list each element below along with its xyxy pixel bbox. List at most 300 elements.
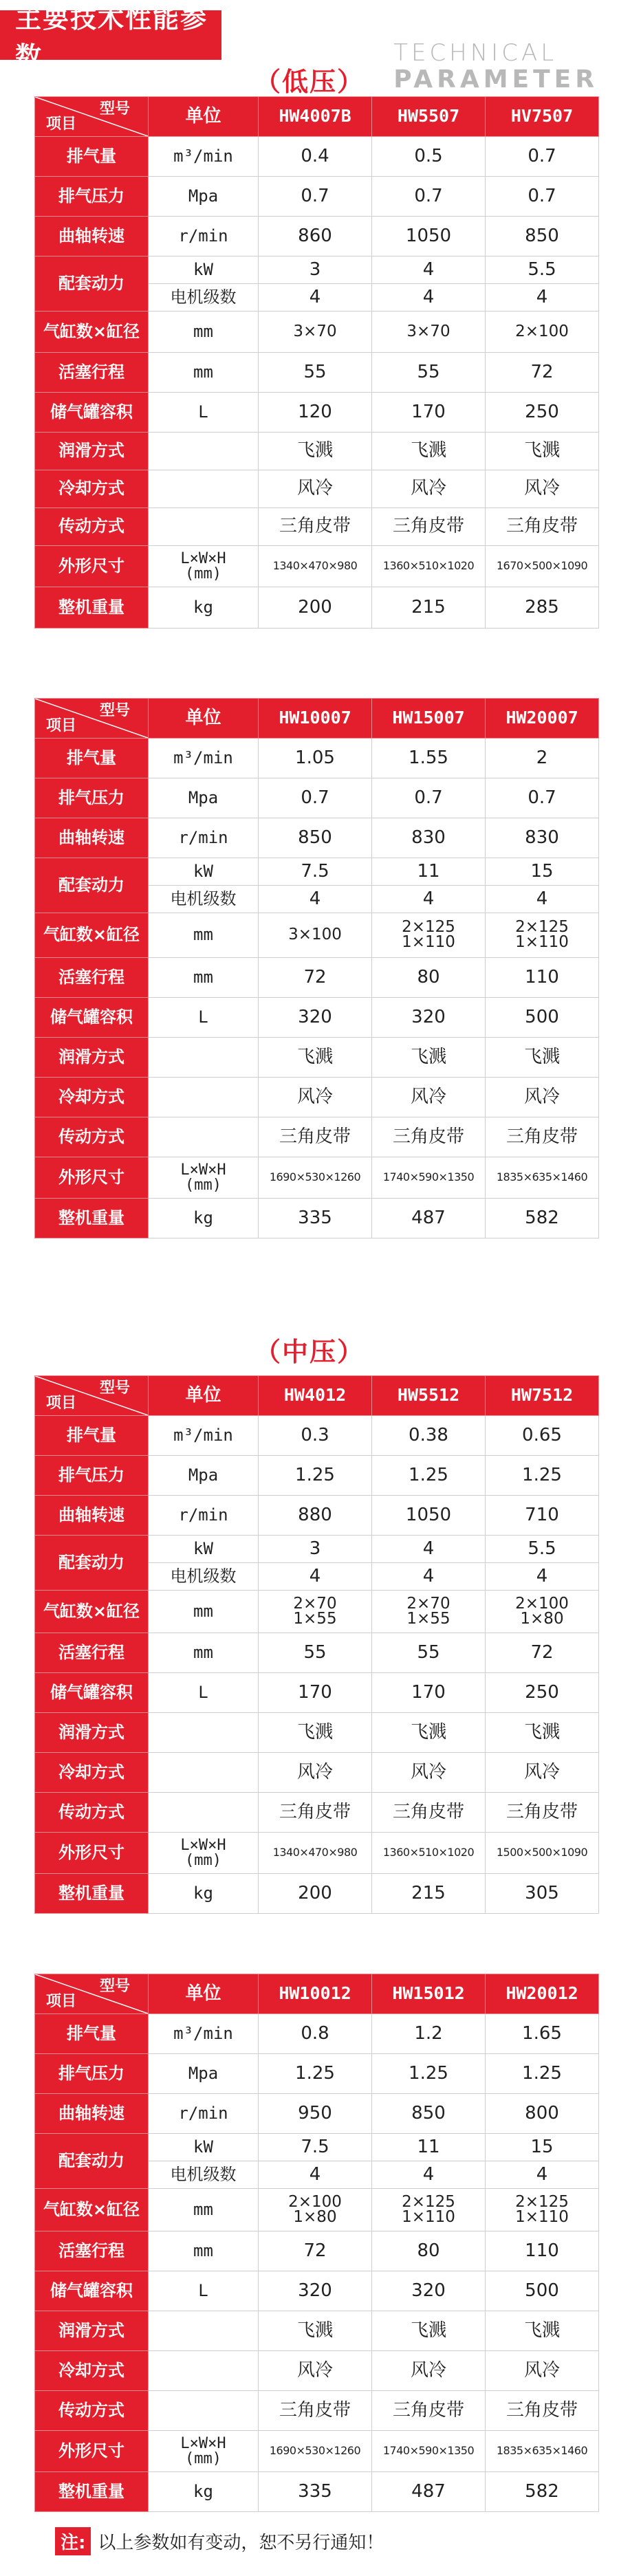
value-pressure: 0.7 (372, 177, 486, 217)
unit-speed: r/min (149, 1496, 259, 1536)
model-name: HW4007B (259, 97, 372, 137)
spec-row-cooling (35, 1078, 599, 1117)
value-bore: 2×100 1×80 (486, 1591, 599, 1633)
value-displacement: 0.4 (259, 137, 372, 177)
value-tank: 170 (372, 1673, 486, 1713)
spec-row-weight (35, 1199, 599, 1238)
value-weight: 215 (372, 1874, 486, 1914)
row-label-speed: 曲轴转速 (35, 818, 149, 858)
spec-row-tank (35, 393, 599, 433)
value-poles: 4 (372, 1563, 486, 1591)
row-label-displacement: 排气量 (35, 1416, 149, 1456)
value-pressure: 0.7 (486, 778, 599, 818)
row-label-speed: 曲轴转速 (35, 217, 149, 256)
spec-row-bore (35, 312, 599, 353)
value-lube: 飞溅 (259, 433, 372, 470)
value-speed: 800 (486, 2094, 599, 2134)
value-pressure: 0.7 (259, 778, 372, 818)
value-stroke: 110 (486, 958, 599, 998)
spec-row-speed (35, 818, 599, 858)
row-label-drive: 传动方式 (35, 1793, 149, 1833)
value-cooling: 风冷 (486, 470, 599, 508)
spec-row-weight (35, 587, 599, 629)
value-cooling: 风冷 (259, 470, 372, 508)
value-poles: 4 (259, 2161, 372, 2189)
spec-row-stroke (35, 1633, 599, 1673)
spec-row-drive (35, 1117, 599, 1157)
spec-row-lube (35, 1713, 599, 1753)
spec-row-drive (35, 2391, 599, 2431)
unit-displacement: m³/min (149, 1416, 259, 1456)
unit-weight: kg (149, 1199, 259, 1238)
row-label-weight: 整机重量 (35, 1874, 149, 1914)
value-drive: 三角皮带 (372, 1793, 486, 1833)
footnote-text: 以上参数如有变动，恕不另行通知！ (98, 2533, 384, 2553)
spec-row-speed (35, 217, 599, 256)
spec-row-displacement (35, 1416, 599, 1456)
value-weight: 305 (486, 1874, 599, 1914)
value-size: 1360×510×1020 (372, 1833, 486, 1874)
row-label-tank: 储气罐容积 (35, 1673, 149, 1713)
spec-row-size (35, 2431, 599, 2472)
row-label-pressure: 排气压力 (35, 778, 149, 818)
value-weight: 200 (259, 1874, 372, 1914)
row-label-tank: 储气罐容积 (35, 393, 149, 433)
value-stroke: 72 (486, 1633, 599, 1673)
value-power: 4 (372, 256, 486, 284)
spec-row-power (35, 1536, 599, 1563)
unit-header: 单位 (149, 1376, 259, 1416)
value-pressure: 1.25 (486, 1456, 599, 1496)
row-label-drive: 传动方式 (35, 1117, 149, 1157)
spec-row-bore (35, 2189, 599, 2231)
corner-model-label: 型号 (99, 702, 130, 719)
unit-power: kW (149, 858, 259, 886)
value-lube: 飞溅 (486, 1038, 599, 1078)
spec-row-pressure (35, 1456, 599, 1496)
row-label-bore: 气缸数×缸径 (35, 1591, 149, 1633)
value-weight: 285 (486, 587, 599, 629)
value-tank: 320 (259, 2271, 372, 2311)
value-tank: 170 (259, 1673, 372, 1713)
unit-displacement: m³/min (149, 137, 259, 177)
value-speed: 830 (372, 818, 486, 858)
unit-cooling (149, 2351, 259, 2391)
spec-row-tank (35, 998, 599, 1038)
english-title-line2: PARAMETER (393, 65, 598, 94)
value-cooling: 风冷 (372, 1753, 486, 1793)
spec-row-cooling (35, 1753, 599, 1793)
unit-header: 单位 (149, 699, 259, 739)
value-displacement: 1.55 (372, 739, 486, 778)
corner-model-label: 型号 (99, 1379, 130, 1397)
unit-stroke: mm (149, 353, 259, 393)
value-poles: 4 (259, 886, 372, 913)
row-label-bore: 气缸数×缸径 (35, 2189, 149, 2231)
unit-bore: mm (149, 2189, 259, 2231)
value-size: 1835×635×1460 (486, 2431, 599, 2472)
row-label-size: 外形尺寸 (35, 1157, 149, 1199)
row-label-pressure: 排气压力 (35, 2054, 149, 2094)
table-header-row (35, 1376, 599, 1416)
spec-row-tank (35, 1673, 599, 1713)
value-pressure: 0.7 (486, 177, 599, 217)
unit-displacement: m³/min (149, 739, 259, 778)
row-label-displacement: 排气量 (35, 739, 149, 778)
value-displacement: 2 (486, 739, 599, 778)
value-pressure: 0.7 (372, 778, 486, 818)
corner-model-label: 型号 (99, 1978, 130, 1995)
corner-cell (35, 699, 149, 739)
value-pressure: 1.25 (259, 2054, 372, 2094)
value-power: 5.5 (486, 256, 599, 284)
footnote-tag: 注: (55, 2527, 91, 2555)
spec-row-drive (35, 1793, 599, 1833)
spec-table-low-2 (34, 698, 599, 1238)
row-label-cooling: 冷却方式 (35, 470, 149, 508)
value-drive: 三角皮带 (259, 1117, 372, 1157)
spec-row-pressure (35, 2054, 599, 2094)
value-stroke: 72 (259, 2231, 372, 2271)
value-speed: 710 (486, 1496, 599, 1536)
unit-tank: L (149, 2271, 259, 2311)
row-label-lube: 润滑方式 (35, 2311, 149, 2351)
value-weight: 335 (259, 1199, 372, 1238)
value-pressure: 1.25 (486, 2054, 599, 2094)
value-cooling: 风冷 (372, 1078, 486, 1117)
value-bore: 2×100 (486, 312, 599, 353)
value-displacement: 0.38 (372, 1416, 486, 1456)
value-bore: 2×125 1×110 (372, 913, 486, 958)
value-cooling: 风冷 (259, 1753, 372, 1793)
value-speed: 850 (486, 217, 599, 256)
value-weight: 215 (372, 587, 486, 629)
model-name: HW15012 (372, 1974, 486, 2014)
spec-row-displacement (35, 2014, 599, 2054)
unit-size: L×W×H (mm) (149, 546, 259, 587)
unit-displacement: m³/min (149, 2014, 259, 2054)
value-lube: 飞溅 (259, 1038, 372, 1078)
value-drive: 三角皮带 (372, 2391, 486, 2431)
row-label-displacement: 排气量 (35, 137, 149, 177)
value-weight: 487 (372, 1199, 486, 1238)
value-speed: 830 (486, 818, 599, 858)
value-cooling: 风冷 (372, 2351, 486, 2391)
row-label-size: 外形尺寸 (35, 2431, 149, 2472)
unit-poles: 电机级数 (149, 886, 259, 913)
value-cooling: 风冷 (372, 470, 486, 508)
value-drive: 三角皮带 (486, 1793, 599, 1833)
row-label-speed: 曲轴转速 (35, 2094, 149, 2134)
value-speed: 1050 (372, 217, 486, 256)
value-size: 1670×500×1090 (486, 546, 599, 587)
value-lube: 飞溅 (259, 1713, 372, 1753)
section-title-low-pressure: （低压） (254, 67, 365, 97)
spec-row-speed (35, 2094, 599, 2134)
row-label-stroke: 活塞行程 (35, 353, 149, 393)
value-bore: 2×100 1×80 (259, 2189, 372, 2231)
value-weight: 582 (486, 2472, 599, 2512)
value-power: 11 (372, 858, 486, 886)
model-name: HV7507 (486, 97, 599, 137)
row-label-speed: 曲轴转速 (35, 1496, 149, 1536)
value-power: 3 (259, 1536, 372, 1563)
unit-drive (149, 1117, 259, 1157)
spec-row-power (35, 858, 599, 886)
spec-row-power (35, 256, 599, 284)
unit-size: L×W×H (mm) (149, 2431, 259, 2472)
value-poles: 4 (486, 2161, 599, 2189)
unit-weight: kg (149, 587, 259, 629)
model-name: HW10007 (259, 699, 372, 739)
value-size: 1500×500×1090 (486, 1833, 599, 1874)
value-lube: 飞溅 (486, 1713, 599, 1753)
corner-item-label: 项目 (46, 115, 77, 133)
value-drive: 三角皮带 (486, 508, 599, 546)
model-name: HW5507 (372, 97, 486, 137)
value-stroke: 80 (372, 2231, 486, 2271)
spec-row-cooling (35, 470, 599, 508)
spec-row-lube (35, 2311, 599, 2351)
corner-model-label: 型号 (99, 100, 130, 118)
value-speed: 850 (372, 2094, 486, 2134)
value-poles: 4 (372, 2161, 486, 2189)
value-stroke: 55 (372, 1633, 486, 1673)
unit-header: 单位 (149, 97, 259, 137)
value-tank: 320 (372, 998, 486, 1038)
value-drive: 三角皮带 (259, 508, 372, 546)
unit-stroke: mm (149, 2231, 259, 2271)
value-bore: 3×70 (372, 312, 486, 353)
value-power: 11 (372, 2134, 486, 2161)
value-cooling: 风冷 (486, 1753, 599, 1793)
value-pressure: 1.25 (372, 2054, 486, 2094)
row-label-pressure: 排气压力 (35, 177, 149, 217)
unit-power: kW (149, 1536, 259, 1563)
row-label-pressure: 排气压力 (35, 1456, 149, 1496)
value-bore: 2×125 1×110 (486, 913, 599, 958)
corner-cell (35, 97, 149, 137)
row-label-size: 外形尺寸 (35, 546, 149, 587)
value-tank: 170 (372, 393, 486, 433)
row-label-tank: 储气罐容积 (35, 2271, 149, 2311)
row-label-bore: 气缸数×缸径 (35, 913, 149, 958)
unit-stroke: mm (149, 1633, 259, 1673)
value-bore: 3×70 (259, 312, 372, 353)
value-drive: 三角皮带 (259, 1793, 372, 1833)
footnote (55, 2527, 384, 2555)
corner-cell (35, 1974, 149, 2014)
value-stroke: 80 (372, 958, 486, 998)
value-poles: 4 (372, 886, 486, 913)
value-stroke: 72 (486, 353, 599, 393)
spec-row-cooling (35, 2351, 599, 2391)
value-stroke: 55 (259, 353, 372, 393)
value-cooling: 风冷 (259, 1078, 372, 1117)
row-label-power: 配套动力 (35, 2134, 149, 2189)
spec-row-size (35, 546, 599, 587)
value-tank: 500 (486, 2271, 599, 2311)
value-bore: 2×125 1×110 (372, 2189, 486, 2231)
spec-row-size (35, 1157, 599, 1199)
spec-row-size (35, 1833, 599, 1874)
unit-bore: mm (149, 913, 259, 958)
spec-row-speed (35, 1496, 599, 1536)
unit-poles: 电机级数 (149, 284, 259, 312)
row-label-size: 外形尺寸 (35, 1833, 149, 1874)
value-bore: 2×125 1×110 (486, 2189, 599, 2231)
spec-row-power (35, 2134, 599, 2161)
value-size: 1360×510×1020 (372, 546, 486, 587)
value-poles: 4 (486, 886, 599, 913)
value-bore: 2×70 1×55 (372, 1591, 486, 1633)
spec-row-bore (35, 1591, 599, 1633)
value-weight: 582 (486, 1199, 599, 1238)
row-label-lube: 润滑方式 (35, 1038, 149, 1078)
value-displacement: 1.65 (486, 2014, 599, 2054)
value-power: 15 (486, 2134, 599, 2161)
value-drive: 三角皮带 (486, 1117, 599, 1157)
value-poles: 4 (259, 1563, 372, 1591)
unit-speed: r/min (149, 2094, 259, 2134)
spec-row-tank (35, 2271, 599, 2311)
value-displacement: 0.65 (486, 1416, 599, 1456)
row-label-drive: 传动方式 (35, 2391, 149, 2431)
value-lube: 飞溅 (372, 1713, 486, 1753)
page-title: 主要技术性能参数 (0, 10, 221, 60)
unit-drive (149, 508, 259, 546)
row-label-weight: 整机重量 (35, 2472, 149, 2512)
unit-weight: kg (149, 1874, 259, 1914)
value-pressure: 1.25 (259, 1456, 372, 1496)
value-size: 1690×530×1260 (259, 1157, 372, 1199)
unit-cooling (149, 1078, 259, 1117)
row-label-stroke: 活塞行程 (35, 2231, 149, 2271)
unit-size: L×W×H (mm) (149, 1833, 259, 1874)
model-name: HW7512 (486, 1376, 599, 1416)
value-cooling: 风冷 (259, 2351, 372, 2391)
model-name: HW15007 (372, 699, 486, 739)
section-title-mid-pressure: （中压） (254, 1337, 365, 1367)
value-speed: 950 (259, 2094, 372, 2134)
row-label-weight: 整机重量 (35, 1199, 149, 1238)
unit-lube (149, 1713, 259, 1753)
english-title-line1: TECHNICAL (393, 39, 558, 67)
spec-table-mid-2 (34, 1974, 599, 2512)
value-bore: 2×70 1×55 (259, 1591, 372, 1633)
spec-row-pressure (35, 778, 599, 818)
value-size: 1690×530×1260 (259, 2431, 372, 2472)
unit-poles: 电机级数 (149, 1563, 259, 1591)
unit-size: L×W×H (mm) (149, 1157, 259, 1199)
model-name: HW5512 (372, 1376, 486, 1416)
value-lube: 飞溅 (259, 2311, 372, 2351)
value-lube: 飞溅 (372, 1038, 486, 1078)
row-label-lube: 润滑方式 (35, 433, 149, 470)
unit-cooling (149, 470, 259, 508)
row-label-cooling: 冷却方式 (35, 1753, 149, 1793)
value-lube: 飞溅 (372, 2311, 486, 2351)
row-label-displacement: 排气量 (35, 2014, 149, 2054)
unit-bore: mm (149, 1591, 259, 1633)
spec-row-stroke (35, 2231, 599, 2271)
spec-row-bore (35, 913, 599, 958)
value-pressure: 1.25 (372, 1456, 486, 1496)
value-stroke: 110 (486, 2231, 599, 2271)
value-drive: 三角皮带 (372, 1117, 486, 1157)
value-size: 1835×635×1460 (486, 1157, 599, 1199)
row-label-power: 配套动力 (35, 858, 149, 913)
unit-drive (149, 2391, 259, 2431)
value-cooling: 风冷 (486, 1078, 599, 1117)
value-pressure: 0.7 (259, 177, 372, 217)
spec-table-mid-1 (34, 1375, 599, 1914)
spec-row-stroke (35, 353, 599, 393)
value-size: 1340×470×980 (259, 546, 372, 587)
value-tank: 250 (486, 393, 599, 433)
value-power: 5.5 (486, 1536, 599, 1563)
value-cooling: 风冷 (486, 2351, 599, 2391)
corner-cell (35, 1376, 149, 1416)
unit-weight: kg (149, 2472, 259, 2512)
value-speed: 880 (259, 1496, 372, 1536)
spec-row-displacement (35, 739, 599, 778)
value-displacement: 1.2 (372, 2014, 486, 2054)
spec-row-lube (35, 1038, 599, 1078)
value-lube: 飞溅 (486, 433, 599, 470)
unit-tank: L (149, 998, 259, 1038)
row-label-weight: 整机重量 (35, 587, 149, 629)
model-name: HW4012 (259, 1376, 372, 1416)
value-displacement: 0.3 (259, 1416, 372, 1456)
value-weight: 335 (259, 2472, 372, 2512)
spec-row-lube (35, 433, 599, 470)
corner-item-label: 项目 (46, 1394, 77, 1412)
unit-pressure: Mpa (149, 778, 259, 818)
row-label-cooling: 冷却方式 (35, 1078, 149, 1117)
value-weight: 487 (372, 2472, 486, 2512)
row-label-stroke: 活塞行程 (35, 1633, 149, 1673)
value-tank: 120 (259, 393, 372, 433)
unit-pressure: Mpa (149, 177, 259, 217)
row-label-bore: 气缸数×缸径 (35, 312, 149, 353)
spec-row-drive (35, 508, 599, 546)
value-power: 7.5 (259, 2134, 372, 2161)
unit-tank: L (149, 1673, 259, 1713)
value-stroke: 55 (372, 353, 486, 393)
value-size: 1740×590×1350 (372, 2431, 486, 2472)
value-power: 15 (486, 858, 599, 886)
unit-lube (149, 2311, 259, 2351)
unit-speed: r/min (149, 818, 259, 858)
unit-drive (149, 1793, 259, 1833)
unit-lube (149, 433, 259, 470)
value-tank: 250 (486, 1673, 599, 1713)
table-header-row (35, 699, 599, 739)
value-poles: 4 (372, 284, 486, 312)
unit-stroke: mm (149, 958, 259, 998)
value-displacement: 1.05 (259, 739, 372, 778)
value-lube: 飞溅 (372, 433, 486, 470)
unit-pressure: Mpa (149, 2054, 259, 2094)
value-size: 1340×470×980 (259, 1833, 372, 1874)
value-drive: 三角皮带 (259, 2391, 372, 2431)
value-poles: 4 (486, 1563, 599, 1591)
unit-lube (149, 1038, 259, 1078)
value-weight: 200 (259, 587, 372, 629)
unit-speed: r/min (149, 217, 259, 256)
unit-power: kW (149, 256, 259, 284)
